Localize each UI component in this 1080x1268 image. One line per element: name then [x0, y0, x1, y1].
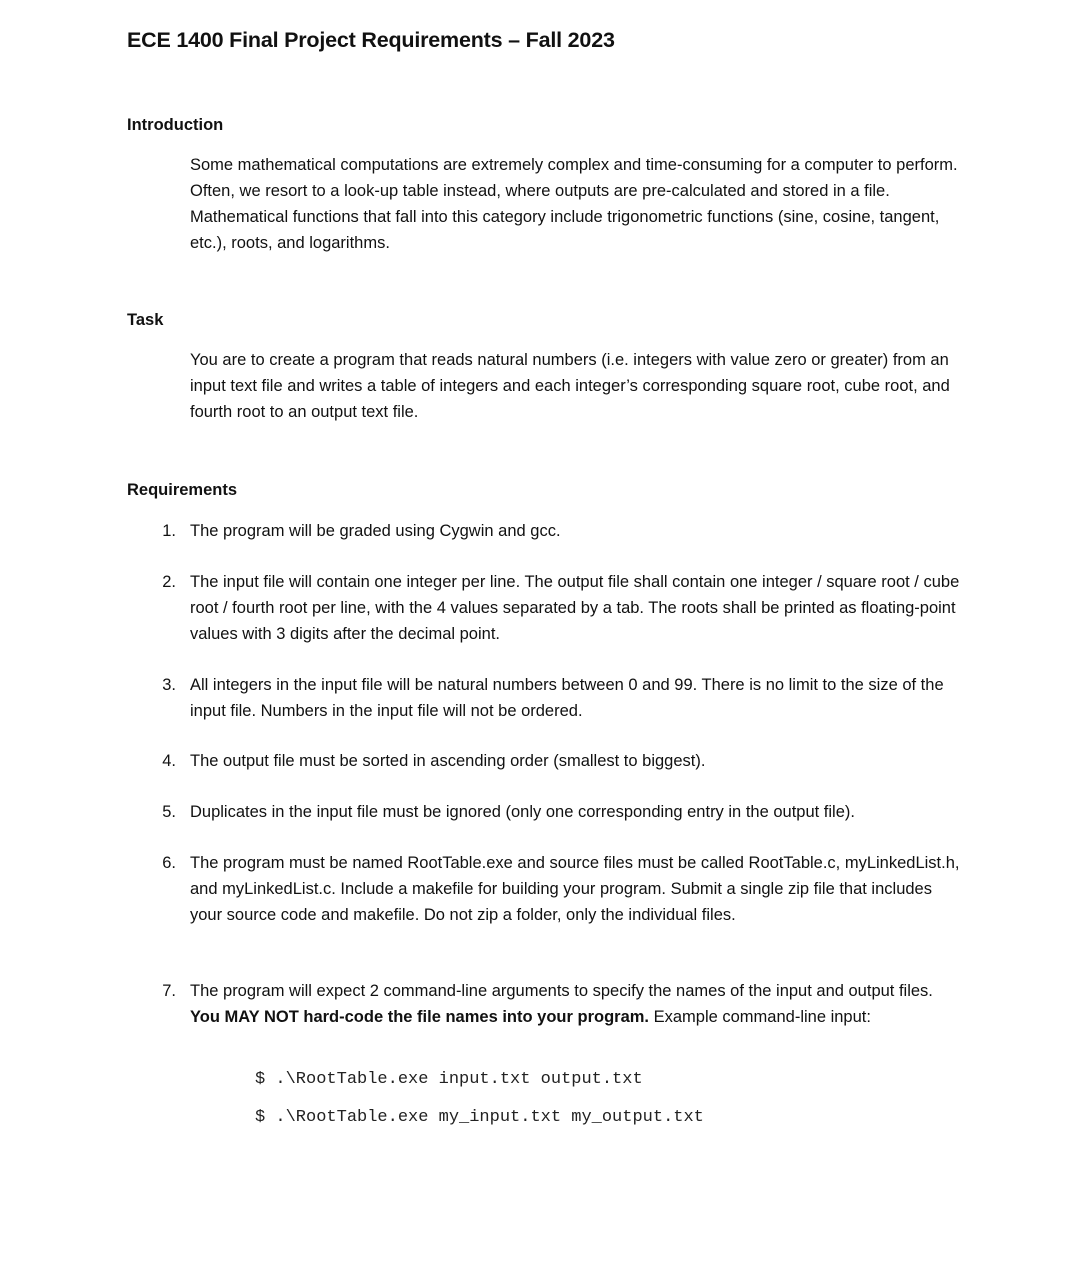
- requirement-text: The program will be graded using Cygwin and gcc.: [190, 522, 561, 540]
- document-title: ECE 1400 Final Project Requirements – Fall 2023: [127, 28, 615, 52]
- requirement-text-part: Example command-line input:: [649, 1008, 871, 1026]
- requirement-text-part: The program will expect 2 command-line arguments to specify the names of the input and output files.: [190, 982, 933, 1000]
- task-heading: Task: [127, 311, 164, 329]
- requirement-text: The input file will contain one integer per line. The output file shall contain one integer / square root / cube root / fourth root per line, with the 4 values separated by a tab. The roots shall be printed as floating-point values with 3 digits after the decimal point.: [190, 573, 960, 643]
- requirement-text: The program must be named RootTable.exe and source files must be called RootTable.c, myLinkedList.h, and myLinkedList.c. Include a makefile for building your program. Submit a single zip file that includes your source code and makefile. Do not zip a folder, only the individual files.: [190, 854, 960, 924]
- requirement-number: 6.: [162, 854, 176, 872]
- requirement-number: 5.: [162, 803, 176, 821]
- requirement-text: The output file must be sorted in ascending order (smallest to biggest).: [190, 752, 706, 770]
- requirement-number: 1.: [162, 522, 176, 540]
- requirement-text: Duplicates in the input file must be ignored (only one corresponding entry in the output file).: [190, 803, 855, 821]
- requirement-text: All integers in the input file will be natural numbers between 0 and 99. There is no limit to the size of the input file. Numbers in the input file will not be ordered.: [190, 676, 944, 720]
- introduction-paragraph: Some mathematical computations are extremely complex and time-consuming for a computer to perform. Often, we resort to a look-up table instead, where outputs are pre-calculated and stored in a file. Mathematical functions that fall into this category include trigonometric functions (sine, cosine, tangent, etc.), roots, and logarithms.: [190, 156, 958, 252]
- task-paragraph: You are to create a program that reads natural numbers (i.e. integers with value zero or greater) from an input text file and writes a table of integers and each integer’s corresponding square root, cube root, and fourth root to an output text file.: [190, 351, 950, 421]
- requirement-number: 4.: [162, 752, 176, 770]
- requirement-text: [190, 978, 960, 1030]
- example-command-2: $ .\RootTable.exe my_input.txt my_output.txt: [255, 1108, 704, 1127]
- requirements-heading: Requirements: [127, 481, 238, 499]
- requirement-number: 3.: [162, 676, 176, 694]
- requirement-number: 7.: [162, 982, 176, 1000]
- requirement-number: 2.: [162, 573, 176, 591]
- introduction-heading: Introduction: [127, 116, 224, 134]
- requirement-emphasis: You MAY NOT hard-code the file names into your program.: [190, 1008, 650, 1026]
- example-command-1: $ .\RootTable.exe input.txt output.txt: [255, 1070, 643, 1089]
